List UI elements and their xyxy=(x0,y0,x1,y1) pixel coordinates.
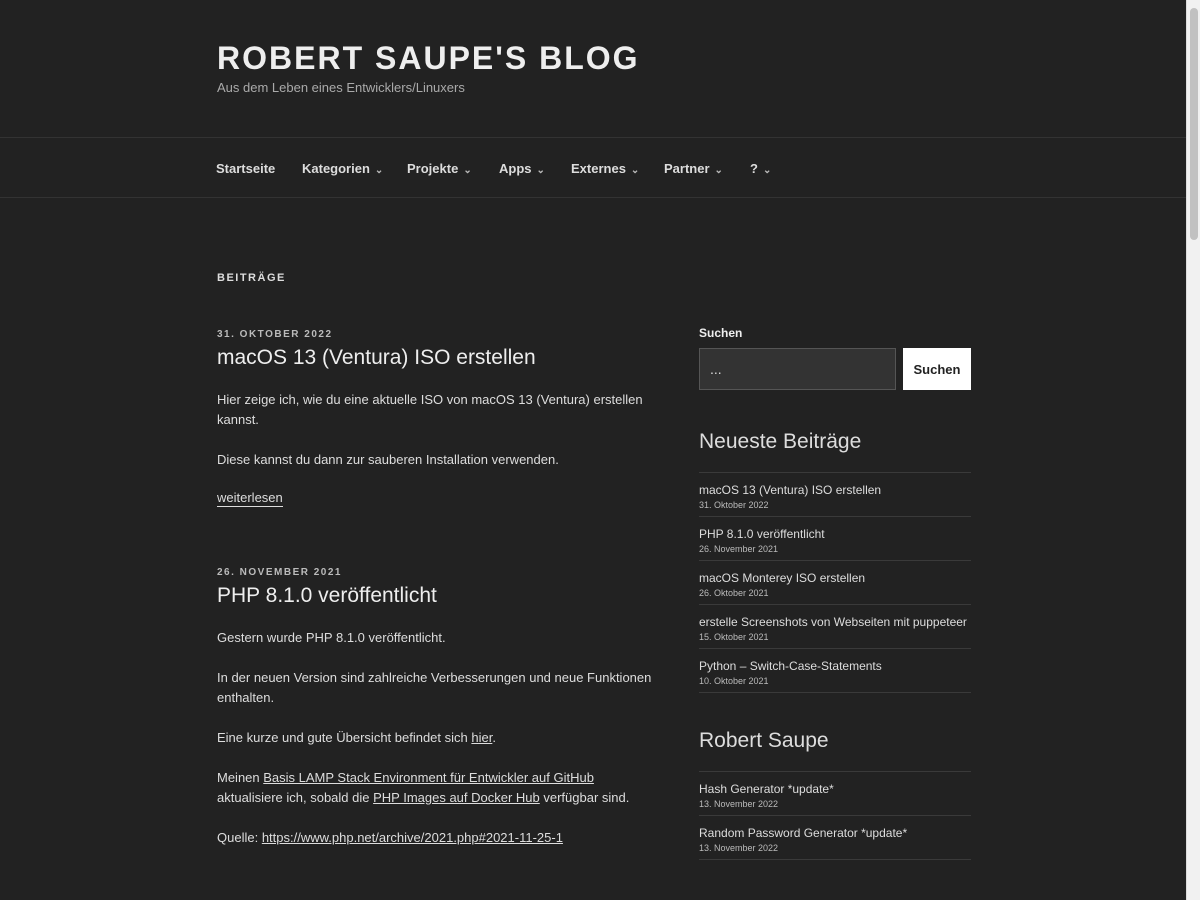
post-date[interactable]: 26. NOVEMBER 2021 xyxy=(217,567,342,578)
chevron-down-icon: ⌄ xyxy=(374,165,384,176)
search-input[interactable] xyxy=(699,348,896,390)
author-post-link[interactable]: Hash Generator *update* xyxy=(699,782,834,796)
author-post-date: 13. November 2022 xyxy=(699,843,779,853)
text: Eine kurze und gute Übersicht befindet sich xyxy=(217,730,472,745)
text: aktualisiere ich, sobald die xyxy=(217,790,374,805)
search-label: Suchen xyxy=(699,326,743,340)
recent-posts-list xyxy=(699,473,971,693)
text: Quelle: xyxy=(217,830,262,845)
recent-post-link[interactable]: macOS Monterey ISO erstellen xyxy=(699,571,866,585)
post-article xyxy=(217,324,657,507)
list-item xyxy=(699,649,971,693)
nav-item-startseite[interactable] xyxy=(216,161,275,176)
overview-link[interactable]: hier xyxy=(471,730,493,745)
nav-item-kategorien[interactable] xyxy=(302,161,383,176)
nav-item-label: Apps xyxy=(499,161,532,176)
list-item xyxy=(699,816,971,860)
post-title[interactable]: PHP 8.1.0 veröffentlicht xyxy=(217,584,437,607)
nav-item-partner[interactable] xyxy=(664,161,723,176)
text: verfügbar sind. xyxy=(539,790,630,805)
post-paragraph: In der neuen Version sind zahlreiche Verbesserungen und neue Funktionen enthalten. xyxy=(217,670,652,705)
post-paragraph xyxy=(217,768,657,808)
recent-post-link[interactable]: PHP 8.1.0 veröffentlicht xyxy=(699,527,825,541)
section-label: BEITRÄGE xyxy=(217,272,286,284)
post-date[interactable]: 31. OKTOBER 2022 xyxy=(217,329,333,340)
chevron-down-icon: ⌄ xyxy=(762,165,772,176)
recent-post-link[interactable]: Python – Switch-Case-Statements xyxy=(699,659,882,673)
recent-post-link[interactable]: erstelle Screenshots von Webseiten mit puppeteer xyxy=(699,615,967,629)
main-navigation xyxy=(0,138,1186,198)
nav-item-label: Projekte xyxy=(407,161,459,176)
recent-post-date: 26. November 2021 xyxy=(699,544,779,554)
recent-post-date: 15. Oktober 2021 xyxy=(699,632,769,642)
chevron-down-icon: ⌄ xyxy=(630,165,640,176)
chevron-down-icon: ⌄ xyxy=(536,165,545,176)
sidebar xyxy=(699,326,971,860)
text: Meinen xyxy=(217,770,264,785)
source-link[interactable]: https://www.php.net/archive/2021.php#2021-11-25-1 xyxy=(261,830,563,845)
recent-posts-title: Neueste Beiträge xyxy=(699,430,971,473)
post-paragraph xyxy=(217,728,657,748)
text: . xyxy=(492,730,496,745)
site-header xyxy=(0,0,1186,138)
list-item xyxy=(699,517,971,561)
chevron-down-icon: ⌄ xyxy=(714,165,723,176)
nav-item-label: Startseite xyxy=(216,161,276,176)
author-post-date: 13. November 2022 xyxy=(699,799,779,809)
chevron-down-icon: ⌄ xyxy=(463,165,472,176)
github-link[interactable]: Basis LAMP Stack Environment für Entwickler auf GitHub xyxy=(263,770,594,785)
post-content xyxy=(217,390,657,470)
recent-post-date: 31. Oktober 2022 xyxy=(699,500,769,510)
site-description: Aus dem Leben eines Entwicklers/Linuxers xyxy=(217,80,465,95)
nav-item-externes[interactable] xyxy=(571,161,639,176)
list-item xyxy=(699,772,971,816)
site-title[interactable]: ROBERT SAUPE'S BLOG xyxy=(217,40,640,76)
list-item xyxy=(699,561,971,605)
docker-hub-link[interactable]: PHP Images auf Docker Hub xyxy=(373,790,540,805)
recent-post-date: 26. Oktober 2021 xyxy=(699,588,769,598)
search-form xyxy=(699,348,971,390)
nav-item-apps[interactable] xyxy=(499,161,545,176)
list-item xyxy=(699,605,971,649)
nav-item-label: Partner xyxy=(664,161,710,176)
recent-post-date: 10. Oktober 2021 xyxy=(699,676,769,686)
author-posts-list xyxy=(699,772,971,860)
nav-item-label: ? xyxy=(750,161,758,176)
post-article xyxy=(217,562,657,848)
search-button[interactable]: Suchen xyxy=(903,348,971,390)
post-paragraph: Diese kannst du dann zur sauberen Installation verwenden. xyxy=(217,452,559,467)
post-paragraph: Hier zeige ich, wie du eine aktuelle ISO von macOS 13 (Ventura) erstellen kannst. xyxy=(217,392,643,427)
post-paragraph xyxy=(217,828,657,848)
nav-item-label: Kategorien xyxy=(302,161,370,176)
nav-item-label: Externes xyxy=(571,161,626,176)
post-paragraph: Gestern wurde PHP 8.1.0 veröffentlicht. xyxy=(217,630,446,645)
post-content xyxy=(217,628,657,848)
list-item xyxy=(699,473,971,517)
scrollbar[interactable] xyxy=(1186,0,1200,900)
author-widget-title: Robert Saupe xyxy=(699,729,971,772)
read-more-link[interactable]: weiterlesen xyxy=(217,490,283,505)
post-title[interactable]: macOS 13 (Ventura) ISO erstellen xyxy=(217,346,536,369)
nav-item-projekte[interactable] xyxy=(407,161,472,176)
scrollbar-thumb[interactable] xyxy=(1190,8,1198,240)
author-post-link[interactable]: Random Password Generator *update* xyxy=(699,826,908,840)
recent-post-link[interactable]: macOS 13 (Ventura) ISO erstellen xyxy=(699,483,882,497)
nav-item-help[interactable] xyxy=(750,161,771,176)
